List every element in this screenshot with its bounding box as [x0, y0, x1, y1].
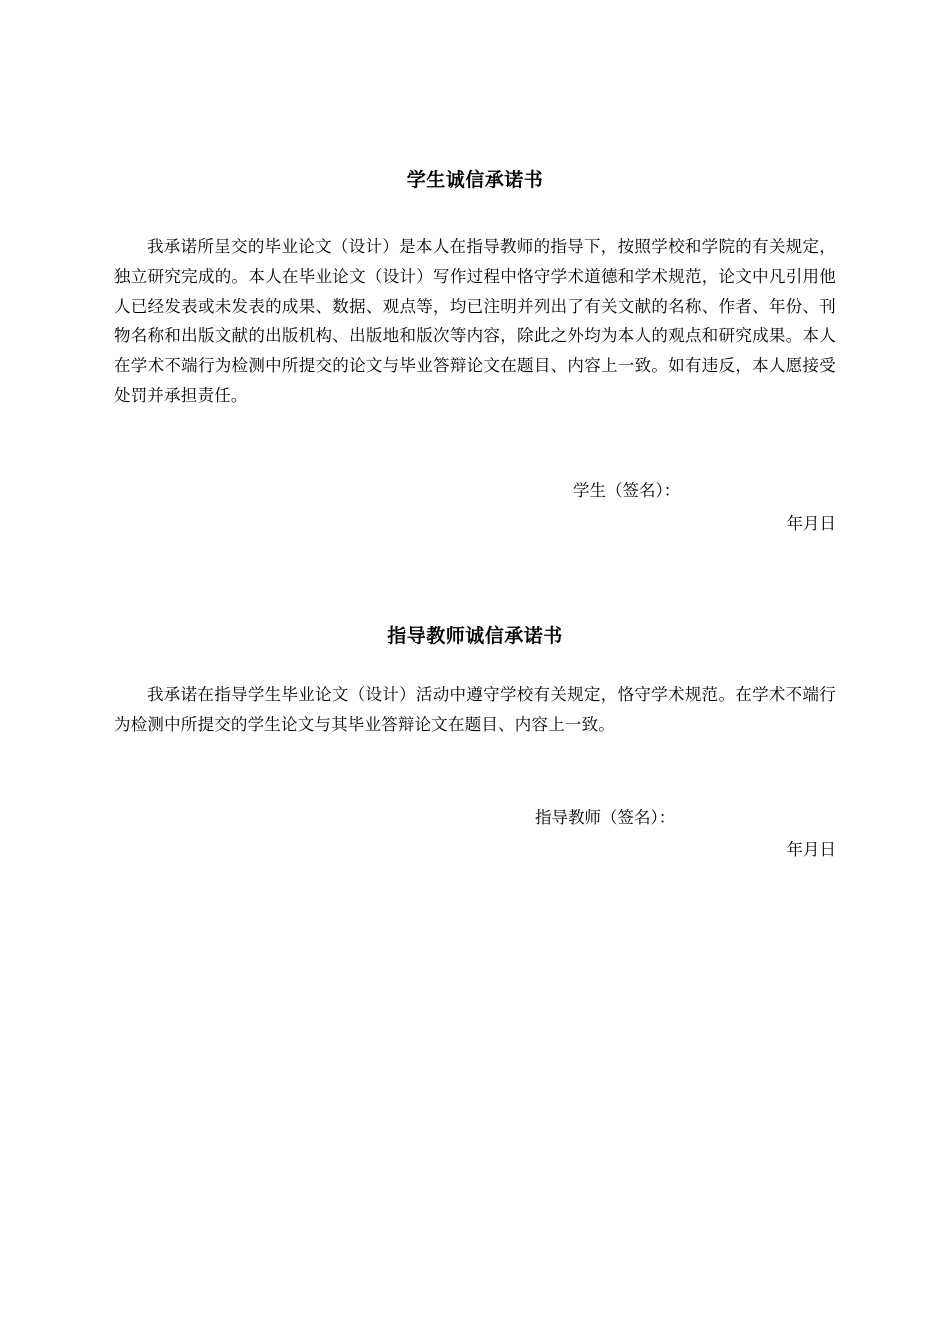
- student-pledge-section: [114, 166, 836, 538]
- advisor-pledge-section: [114, 622, 836, 864]
- student-signature-label: 学生（签名）：: [573, 480, 681, 500]
- advisor-pledge-body: 我承诺在指导学生毕业论文（设计）活动中遵守学校有关规定，恪守学术规范。在学术不端行为检测中所提交的学生论文与其毕业答辩论文在题目、内容上一致。: [114, 685, 836, 734]
- advisor-date-label: 年月日: [786, 839, 836, 859]
- student-date-label: 年月日: [786, 513, 836, 533]
- advisor-pledge-title: 指导教师诚信承诺书: [387, 625, 563, 647]
- student-pledge-body: 我承诺所呈交的毕业论文（设计）是本人在指导教师的指导下，按照学校和学院的有关规定，独立研究完成的。本人在毕业论文（设计）写作过程中恪守学术道德和学术规范，论文中凡引用他人已经发表或未发表的成果、数据、观点等，均已注明并列出了有关文献的名称、作者、年份、刊物名称和出版文献的出版机构、出版地和版次等内容，除此之外均为本人的观点和研究成果。本人在学术不端行为检测中所提交的论文与毕业答辩论文在题目、内容上一致。如有违反，本人愿接受处罚并承担责任。: [114, 237, 836, 405]
- student-pledge-title: 学生诚信承诺书: [406, 169, 544, 191]
- advisor-signature-label: 指导教师（签名）：: [535, 807, 676, 827]
